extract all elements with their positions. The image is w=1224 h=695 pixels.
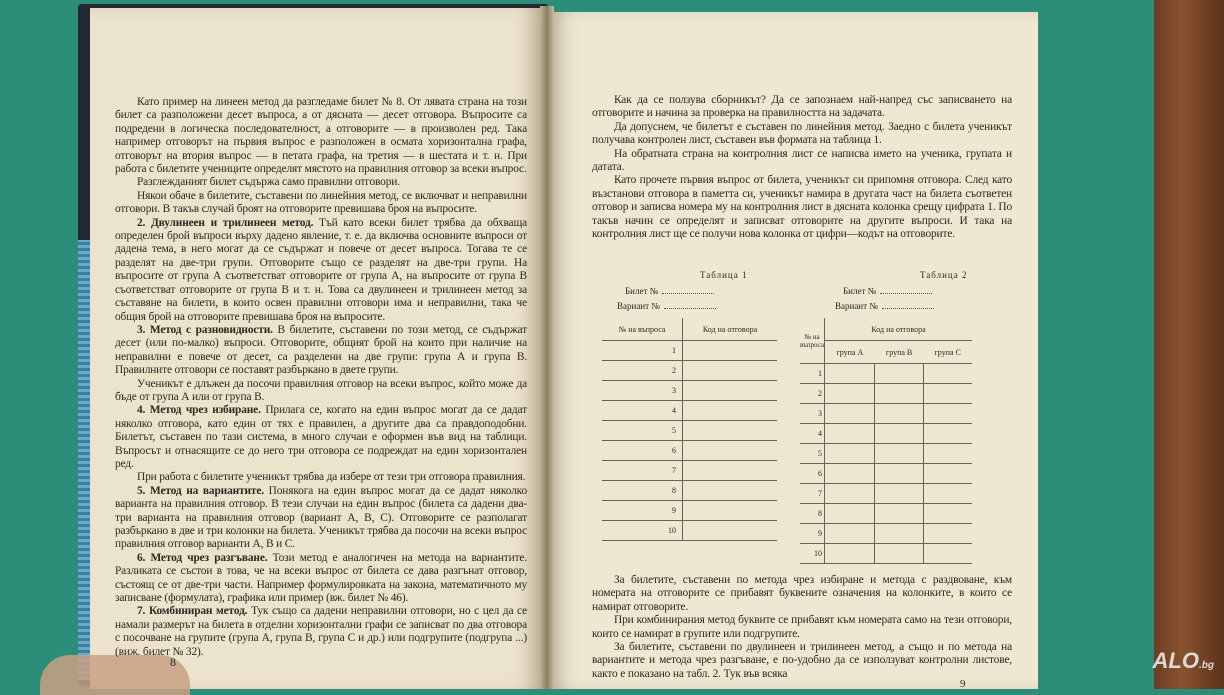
question-number: 9: [800, 524, 824, 544]
paragraph: 4. Метод чрез избиране. Прилага се, когато на един въпрос могат да се дадат няколко отговора, като един от тях е правилен, а другите два са правдоподобни. Билетът, съставен по тази система, в много случаи е оформен във вид на таблици. Въпросът и отнасящите се до него три отговора се подреждат на един хоризонтален ред.: [115, 404, 527, 470]
book-spine: [540, 6, 554, 689]
group-header: група А: [824, 341, 874, 364]
question-number: 8: [800, 504, 824, 524]
table-row: [800, 484, 972, 504]
table-row: [800, 544, 972, 564]
question-number: 4: [602, 401, 683, 421]
answer-cell: [923, 424, 972, 444]
table-row: [602, 381, 777, 401]
paragraph: 3. Метод с разновидности. В билетите, съставени по този метод, се съдържат десет (или по-малко) въпроси. Отговорите, общият брой на които при наличие на неправилни е повече от десет, са разделени на две групи: група А и група В. Правилните отговори се поставят разбъркано в двете групи.: [115, 323, 527, 377]
watermark-suffix: .bg: [1199, 660, 1214, 671]
table-1: [602, 318, 777, 541]
question-number: 5: [602, 421, 683, 441]
table-row: [602, 401, 777, 421]
table-row: [602, 461, 777, 481]
right-page-text-top: [592, 94, 1012, 241]
question-number: 1: [602, 341, 683, 361]
paragraph: 6. Метод чрез разгъване. Този метод е аналогичен на метода на вариантите. Разликата се състои в това, че на всеки въпрос от билета се дава разгънат отговор, състоящ се от две-три части. Например формулировката на закона, математичното му записване (формулата), графика или пример (вж. билет № 46).: [115, 551, 527, 605]
paragraph: Като пример на линеен метод да разгледаме билет № 8. От лявата страна на този билет са разположени десет въпроса, а от дясната — десет отговора. Въпросите са подредени в логическа последователност, а отговорите — в произволен ред. Така например отговорът на първия въпрос е разположен в осмата хоризонтална графа, отговорът на втория въпрос — в петата графа, на третия — в шестата и т. н. При работа с билетите учениците определят мястото на правилния отговор за всеки въпрос.: [115, 96, 527, 176]
paragraph: Ученикът е длъжен да посочи правилния отговор на всеки въпрос, който може да бъде от група А или от група В.: [115, 377, 527, 403]
answer-cell: [824, 544, 874, 564]
table-2: [800, 318, 972, 564]
answer-cell: [824, 504, 874, 524]
table-row: [602, 481, 777, 501]
answer-cell: [923, 464, 972, 484]
answer-cell: [875, 524, 924, 544]
question-number: 6: [800, 464, 824, 484]
table-row: [800, 444, 972, 464]
answer-cell: [824, 464, 874, 484]
table-row: [800, 464, 972, 484]
answer-cell: [923, 444, 972, 464]
answer-cell: [824, 364, 874, 384]
table-row: [800, 424, 972, 444]
table1-caption: Таблица 1: [700, 270, 748, 280]
table1-col-question: № на въпроса: [602, 318, 683, 341]
right-page-number: 9: [960, 678, 966, 690]
hand: [40, 655, 190, 695]
left-page-text: [115, 96, 527, 659]
question-number: 2: [602, 361, 683, 381]
answer-cell: [875, 504, 924, 524]
answer-cell: [923, 384, 972, 404]
table1-ticket-label: Билет №: [625, 286, 659, 296]
table2-col-answer: Код на отговора: [824, 318, 972, 341]
answer-cell: [875, 404, 924, 424]
table1-variant-field: [617, 301, 716, 311]
group-header: група В: [875, 341, 924, 364]
table-row: [800, 404, 972, 424]
table2-caption: Таблица 2: [920, 270, 968, 280]
answer-cell: [824, 484, 874, 504]
paragraph: Разглежданият билет съдържа само правилни отговори.: [137, 176, 400, 189]
paragraph: Като прочете първия въпрос от билета, ученикът си припомня отговора. След като възстанови отговора в паметта си, ученикът намира в другата част на билета съответен отговор и записва номера му на контролния лист в дясната колонка срещу цифрата 1. По такъв начин се определят и записват отговорите на другите въпроси. И така на контролния лист ще се получи нова колонка от цифри—кодът на отговорите.: [592, 174, 1012, 241]
paragraph: За билетите, съставени по двулинеен и трилинеен метод, а също и по метода на вариантите и метода чрез разгъване, е по-удобно да се използуват контролни листове, както е показано на табл. 2. Тук във всяка: [592, 641, 1012, 680]
answer-cell: [923, 364, 972, 384]
left-page-number: 8: [170, 655, 176, 669]
watermark-logo: [1153, 648, 1214, 674]
answer-cell: [923, 484, 972, 504]
question-number: 10: [800, 544, 824, 564]
question-number: 4: [800, 424, 824, 444]
answer-cell: [683, 381, 778, 401]
table-row: [800, 504, 972, 524]
paragraph: Да допуснем, че билетът е съставен по линейния метод. Заедно с билета ученикът получава контролен лист, съставен във формата на таблица 1.: [592, 120, 1012, 147]
table2-ticket-label: Билет №: [843, 286, 877, 296]
answer-cell: [683, 481, 778, 501]
answer-cell: [824, 444, 874, 464]
answer-cell: [824, 524, 874, 544]
table2-ticket-field: [843, 286, 932, 296]
table2-variant-field: [835, 301, 934, 311]
answer-cell: [875, 424, 924, 444]
question-number: 8: [602, 481, 683, 501]
paragraph: За билетите, съставени по метода чрез избиране и метода с раздвоване, към номерата на отговорите се прибавят буквените означения на колонките, в които се намират отговорите.: [592, 574, 1012, 613]
table2-variant-label: Вариант №: [835, 301, 878, 311]
table-row: [602, 501, 777, 521]
question-number: 3: [602, 381, 683, 401]
question-number: 7: [800, 484, 824, 504]
table1-col-answer: Код на отговора: [683, 318, 778, 341]
answer-cell: [683, 501, 778, 521]
question-number: 6: [602, 441, 683, 461]
answer-cell: [683, 421, 778, 441]
answer-cell: [683, 441, 778, 461]
answer-cell: [875, 544, 924, 564]
question-number: 5: [800, 444, 824, 464]
answer-cell: [683, 461, 778, 481]
answer-cell: [683, 401, 778, 421]
answer-cell: [875, 384, 924, 404]
answer-cell: [875, 444, 924, 464]
question-number: 1: [800, 364, 824, 384]
question-number: 3: [800, 404, 824, 424]
paragraph: Някои обаче в билетите, съставени по линейния метод, се включват и неправилни отговори. В такъв случай броят на отговорите превишава броя на въпросите.: [115, 189, 527, 216]
answer-cell: [683, 521, 778, 541]
question-number: 9: [602, 501, 683, 521]
answer-cell: [824, 404, 874, 424]
paragraph: При комбинирания метод буквите се прибавят към номерата само на тези отговори, които се намират в групите или подгрупите.: [592, 614, 1012, 640]
table-row: [602, 341, 777, 361]
answer-cell: [875, 364, 924, 384]
wooden-surface: [1154, 0, 1224, 689]
table1-variant-label: Вариант №: [617, 301, 660, 311]
paragraph: При работа с билетите ученикът трябва да избере от тези три отговора правилния.: [137, 471, 526, 484]
paragraph: 2. Двулинеен и трилинеен метод. Тъй като всеки билет трябва да обхваща определен брой въпроси върху дадено явление, т. е. да включва основните въпроси от дадена тема, в него могат да се съдържат и повече от десет въпроса. Тогава те се разделят на две-три групи. Отговорите също се разделят на две-три групи. На въпросите от група А съответстват отговорите от група А, на въпросите от група В съответстват отговорите от група В и т. н. Това са двулинеен и трилинеен метод за съставяне на билети, в които освен правилни отговори има и неправилни, така че общия брой на отговорите превишава броя на въпросите.: [115, 216, 527, 323]
question-number: 10: [602, 521, 683, 541]
answer-cell: [923, 524, 972, 544]
answer-cell: [683, 341, 778, 361]
group-header: група С: [923, 341, 972, 364]
right-page-text-bottom: [592, 574, 1012, 681]
table-row: [800, 524, 972, 544]
table2-col-question: № на въпроса: [800, 318, 824, 364]
table-row: [602, 361, 777, 381]
answer-cell: [923, 404, 972, 424]
answer-cell: [875, 484, 924, 504]
table-row: [602, 421, 777, 441]
watermark-text: ALO: [1152, 648, 1199, 673]
question-number: 2: [800, 384, 824, 404]
answer-cell: [923, 504, 972, 524]
answer-cell: [683, 361, 778, 381]
paragraph: 7. Комбиниран метод. Тук също са дадени неправилни отговори, но с цел да се намали размерът на билета в отделни хоризонтални графи се записват по два отговора с посочване на групите (група А, група В, група С и др.) или подгрупите (подгрупа ...) (виж. билет № 32).: [115, 605, 528, 658]
table-row: [800, 364, 972, 384]
table-row: [602, 521, 777, 541]
paragraph: 5. Метод на вариантите. Понякога на един въпрос могат да се дадат няколко варианта на правилния отговор. В тези случаи на един въпрос (билета са дадени два-три варианта на правилния отговор (вариант А, В, С). Отговорите се разполагат разбъркано в две и три колонки на билета. Ученикът трябва да посочи на всеки въпрос правилния отговор варианти А, В и С.: [115, 484, 527, 551]
answer-cell: [923, 544, 972, 564]
table-row: [800, 384, 972, 404]
answer-cell: [824, 424, 874, 444]
table-row: [602, 441, 777, 461]
answer-cell: [875, 464, 924, 484]
answer-cell: [824, 384, 874, 404]
table1-ticket-field: [625, 286, 714, 296]
paragraph: На обратната страна на контролния лист се написва името на ученика, групата и датата.: [592, 147, 1012, 174]
paragraph: Как да се ползува сборникът? Да се запознаем най-напред със записването на отговорите и начина за проверка на правилността на задачата.: [592, 94, 1012, 120]
question-number: 7: [602, 461, 683, 481]
